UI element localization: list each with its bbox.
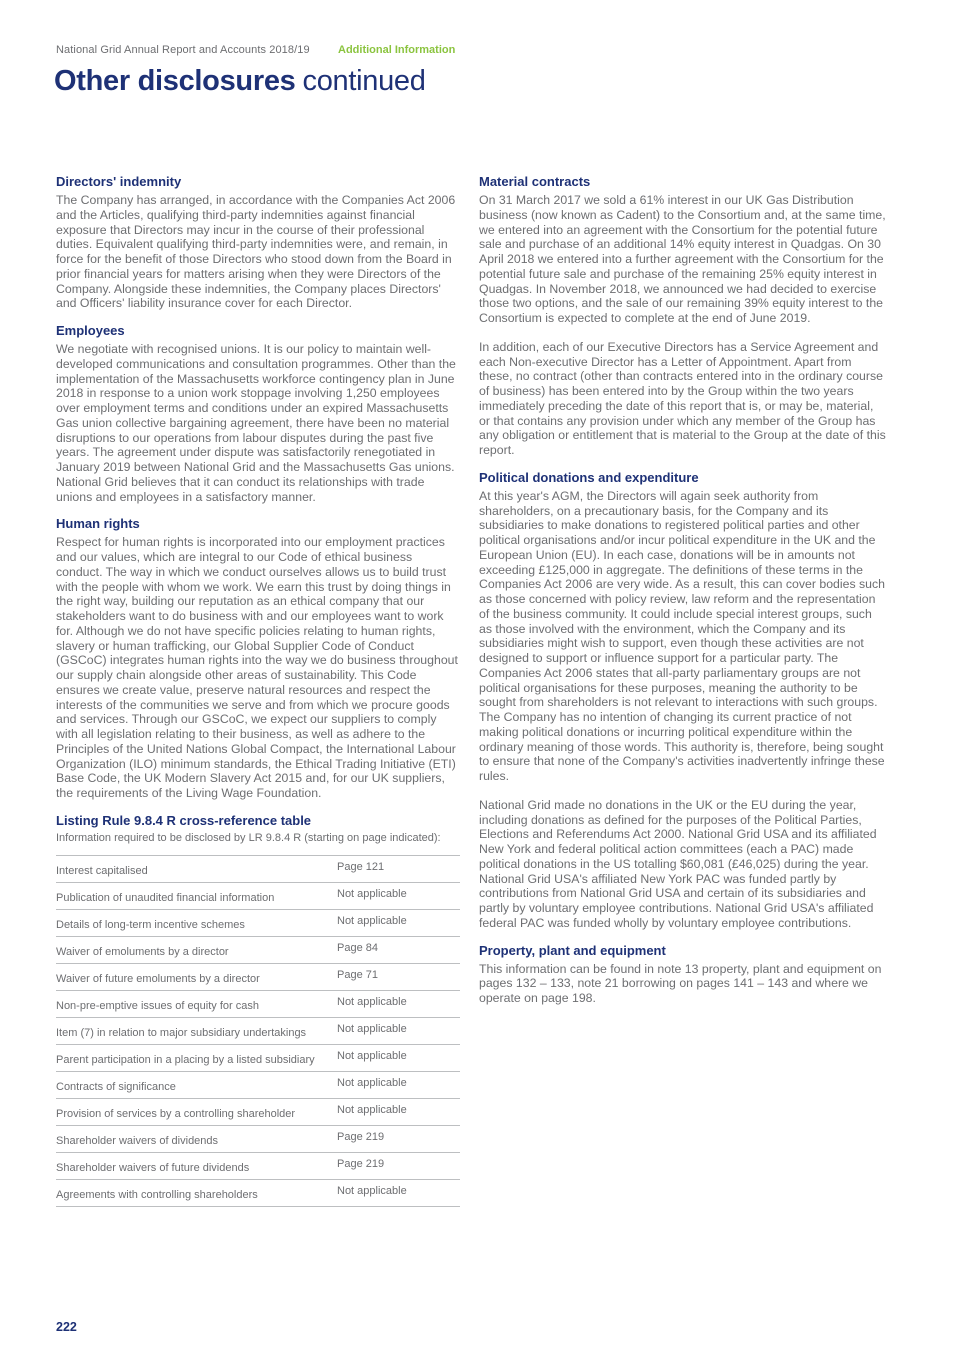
section-heading: Directors' indemnity <box>56 174 182 189</box>
table-cell-item: Shareholder waivers of future dividends <box>56 1161 250 1174</box>
paragraph: In addition, each of our Executive Directors has a Service Agreement and each Non-executive Director has a Letter of Appointment. Apart from these, no contract (other than contracts entered into in the ordinary course of business) has been entered into by the Group within the two years immediately preceding the date of this report that is, or may be, material, or that contains any provision under which any member of the Group has any obligation or entitlement that is material to the Group at the date of this report. <box>479 339 886 457</box>
table-cell-item: Parent participation in a placing by a listed subsidiary <box>56 1053 315 1066</box>
table-row <box>56 909 460 936</box>
table-cell-item: Non-pre-emptive issues of equity for cash <box>56 999 259 1012</box>
table-cell-item: Provision of services by a controlling shareholder <box>56 1107 296 1120</box>
table-row <box>56 963 460 990</box>
table-cell-item: Details of long-term incentive schemes <box>56 918 245 931</box>
table-row <box>56 882 460 909</box>
section-heading: Material contracts <box>479 174 591 189</box>
table-row <box>56 1179 460 1206</box>
table-row <box>56 936 460 963</box>
table-cell-item: Waiver of emoluments by a director <box>56 945 229 958</box>
table-cell-item: Waiver of future emoluments by a director <box>56 972 260 985</box>
section-material-contracts <box>479 174 886 458</box>
table-row <box>56 1125 460 1152</box>
section-label: Additional Information <box>338 44 456 56</box>
section-listing-rule-table <box>56 813 460 1208</box>
table-row <box>56 990 460 1017</box>
section-property-plant-equipment <box>479 943 886 1006</box>
table-row <box>56 1071 460 1098</box>
report-title: National Grid Annual Report and Accounts 2018/19 <box>56 44 310 56</box>
paragraph: On 31 March 2017 we sold a 61% interest in our UK Gas Distribution business (now known as Cadent) to the Consortium and, at the same time, we entered into an agreement with the Consortium for the potential future sale and purchase of an additional 14% equity interest in Quadgas. On 30 April 2018 we entered into a further agreement with the Consortium for the potential future sale and purchase of the remaining 25% equity interest in Quadgas. In November 2018, we announced we had decided to exercise those two options, and the sale of our remaining 39% equity interest to the Consortium is expected to complete at the end of June 2019. <box>479 193 886 325</box>
table-cell-value: Page 219 <box>337 1130 385 1143</box>
table-cell-value: Page 71 <box>337 968 378 981</box>
table-cell-item: Interest capitalised <box>56 864 148 877</box>
table-cell-value: Not applicable <box>337 1184 407 1197</box>
page-title <box>54 62 426 100</box>
table-cell-item: Contracts of significance <box>56 1080 176 1093</box>
table-cell-value: Not applicable <box>337 887 407 900</box>
cross-reference-table <box>56 855 460 1207</box>
section-human-rights <box>56 516 460 801</box>
section-directors-indemnity <box>56 174 460 311</box>
table-cell-value: Not applicable <box>337 995 407 1008</box>
section-political-donations <box>479 470 886 931</box>
table-cell-value: Not applicable <box>337 1022 407 1035</box>
table-cell-value: Not applicable <box>337 1076 407 1089</box>
paragraph: This information can be found in note 13 property, plant and equipment on pages 132 – 133, note 21 borrowing on pages 141 – 143 and where we operate on page 198. <box>479 961 882 1005</box>
section-heading: Political donations and expenditure <box>479 469 699 485</box>
table-intro: Information required to be disclosed by LR 9.8.4 R (starting on page indicated): <box>56 831 441 844</box>
left-column <box>56 174 460 1219</box>
paragraph: Respect for human rights is incorporated into our employment practices and our values, which are integral to our Code of ethical business conduct. The way in which we conduct ourselves allows us to build trust with the people with whom we work. We earn this trust by doing things in the right way, building our reputation as an ethical company that our stakeholders want to do business with and our employees want to work for. Although we do not have specific policies relating to human rights, slavery or human trafficking, our Global Supplier Code of Conduct (GSCoC) integrates human rights into the way we do business throughout our supply chain alongside other areas of sustainability. This Code ensures we create value, preserve natural resources and respect the interests of the communities we serve and from which we procure goods and services. Through our GSCoC, we expect our suppliers to comply with all legislation relating to their business, as well as adhere to the Principles of the United Nations Global Compact, the International Labour Organization (ILO) minimum standards, the Ethical Trading Initiative (ETI) Base Code, the UK Modern Slavery Act 2015 and, for our UK suppliers, the requirements of the Living Wage Foundation. <box>56 535 458 800</box>
table-row <box>56 1152 460 1179</box>
table-row <box>56 1098 460 1125</box>
page-number: 222 <box>56 1320 77 1334</box>
section-heading: Listing Rule 9.8.4 R cross-reference table <box>56 812 312 828</box>
table-cell-value: Not applicable <box>337 1103 407 1116</box>
section-heading: Property, plant and equipment <box>479 942 666 958</box>
table-row <box>56 1017 460 1044</box>
table-cell-value: Page 84 <box>337 941 378 954</box>
right-column <box>479 174 886 1018</box>
table-row <box>56 855 460 882</box>
section-heading: Human rights <box>56 516 140 532</box>
section-employees <box>56 323 460 504</box>
paragraph: We negotiate with recognised unions. It is our policy to maintain well-developed communications and consultation programmes. Other than the implementation of the Massachusetts workforce contingency plan in June 2018 in response to a union work stoppage involving 1,250 employees over employment terms and conditions under an expired Massachusetts Gas union collective bargaining agreement, there have been no material disruptions to our operations from labour disputes during the past five years. The agreement under dispute was satisfactorily renegotiated in January 2019 between National Grid and the Massachusetts Gas unions. National Grid believes that it can conduct its relationships with trade unions and employees in a satisfactory manner. <box>56 342 456 504</box>
paragraph: National Grid made no donations in the UK or the EU during the year, including donations as defined for the purposes of the Political Parties, Elections and Referendums Act 2000. National Grid USA and its affiliated New York and federal political action committees (each a PAC) made political donations in the US totalling $60,081 (£46,025) during the year. National Grid USA's affiliated New York PAC was funded partly by contributions from National Grid USA and certain of its subsidiaries and partly by voluntary employee contributions. National Grid USA's affiliated federal PAC was funded wholly by voluntary employee contributions. <box>479 797 877 930</box>
table-cell-value: Not applicable <box>337 914 407 927</box>
section-heading: Employees <box>56 323 125 338</box>
table-cell-item: Agreements with controlling shareholders <box>56 1188 258 1201</box>
page-title-bold: Other disclosures <box>54 65 296 97</box>
page-title-continued: continued <box>302 65 426 97</box>
table-row <box>56 1044 460 1071</box>
table-cell-value: Page 219 <box>337 1157 385 1170</box>
table-cell-item: Shareholder waivers of dividends <box>56 1134 219 1147</box>
table-cell-value: Not applicable <box>337 1049 407 1062</box>
table-cell-item: Item (7) in relation to major subsidiary undertakings <box>56 1026 307 1039</box>
table-cell-item: Publication of unaudited financial information <box>56 891 275 904</box>
table-cell-value: Page 121 <box>337 860 385 873</box>
paragraph: The Company has arranged, in accordance with the Companies Act 2006 and the Articles, qualifying third-party indemnities against financial exposure that Directors may incur in the course of their professional duties. Equivalent qualifying third-party indemnities were, and remain, in force for the benefit of those Directors who stood down from the Board in prior financial years for matters arising when they were Directors of the Company. Alongside these indemnities, the Company places Directors' and Officers' liability insurance cover for each Director. <box>56 193 456 311</box>
paragraph: At this year's AGM, the Directors will again seek authority from shareholders, on a precautionary basis, for the Company and its subsidiaries to make donations to registered political parties and other political organisations and/or incur political expenditure in the UK and the European Union (EU). In each case, donations will be in amounts not exceeding £125,000 in aggregate. The definitions of these terms in the Companies Act 2006 are very wide. As a result, this can cover bodies such as those concerned with policy review, law reform and the representation of the business community. It could include special interest groups, such as those involved with the environment, which the Company and its subsidiaries might wish to support, even though these activities are not designed to support or influence support for a particular party. The Companies Act 2006 states that all-party parliamentary groups are not political organisations for these purposes, meaning the authority to be sought from shareholders is not relevant to interactions with such groups. The Company has no intention of changing its current practice of not making political donations or incurring political expenditure within the ordinary meaning of those words. This authority is, therefore, being sought to ensure that none of the Company's activities inadvertently infringe these rules. <box>479 488 886 783</box>
